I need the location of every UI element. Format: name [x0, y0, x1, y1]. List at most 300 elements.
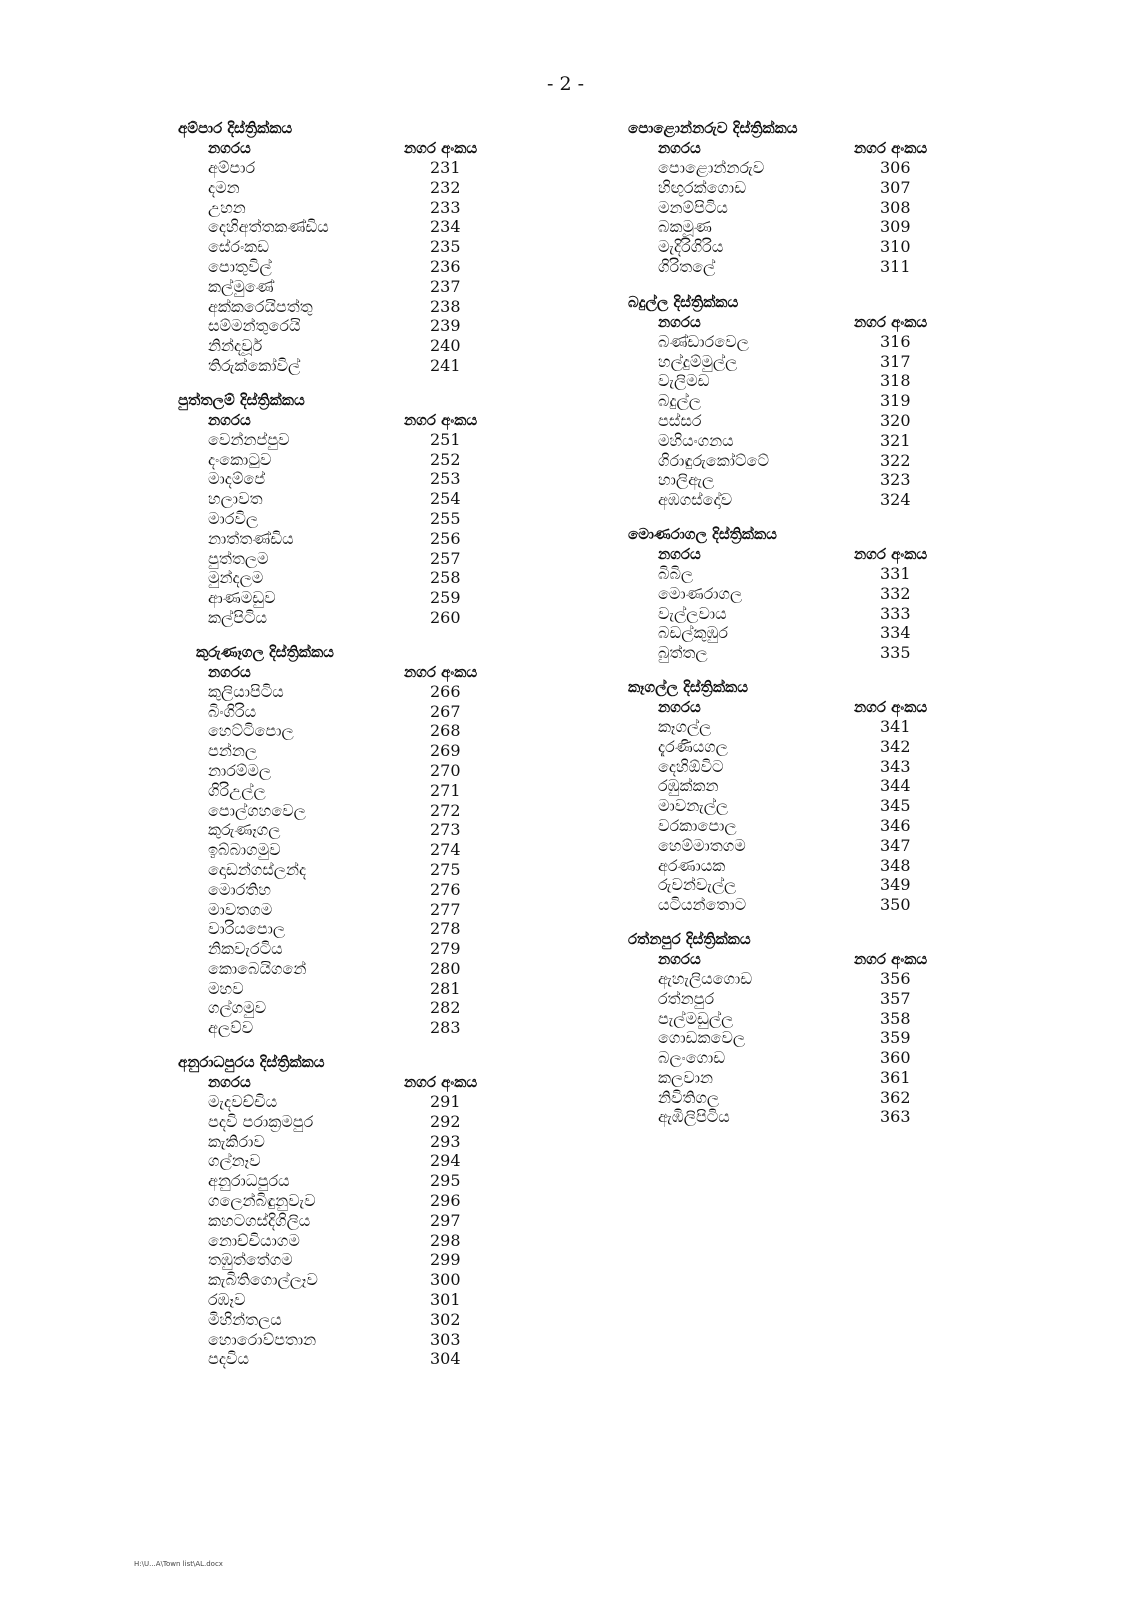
town-row [628, 1088, 988, 1108]
district-title: කෑගල්ල දිස්ත්‍රික්කය [628, 677, 748, 696]
town-row [178, 430, 538, 450]
town-row [178, 237, 538, 257]
town-row [178, 900, 538, 920]
town-row [628, 257, 988, 277]
town-row [628, 989, 988, 1009]
town-code: 350 [880, 895, 911, 915]
town-name: කැකිරාව [208, 1131, 265, 1151]
town-row [628, 1009, 988, 1029]
town-row [178, 1191, 538, 1211]
town-code: 235 [430, 237, 461, 257]
town-name: කල්පිටිය [208, 607, 268, 627]
town-row [628, 757, 988, 777]
town-row [178, 1290, 538, 1310]
town-code: 298 [430, 1230, 461, 1250]
town-code: 318 [880, 371, 911, 391]
column-header-row [628, 697, 988, 717]
district-section [178, 118, 538, 376]
town-row [178, 919, 538, 939]
code-column-header: නගර අංකය [404, 662, 478, 681]
town-name: කලවාන [658, 1067, 713, 1087]
town-row [178, 568, 538, 588]
district-section [628, 292, 988, 510]
town-code: 278 [430, 919, 461, 939]
town-code: 254 [430, 489, 461, 509]
town-code: 343 [880, 756, 911, 776]
town-name: අඹගස්දෝව [658, 490, 733, 510]
town-name: හල්දුම්මුල්ල [658, 351, 738, 371]
code-column-header: නගර අංකය [854, 697, 928, 716]
column-header-row [178, 410, 538, 430]
town-name: හලාවත [208, 489, 263, 509]
town-row [628, 237, 988, 257]
town-code: 239 [430, 316, 461, 336]
town-name: අක්කරෙයිපත්තු [208, 296, 313, 316]
town-code: 300 [430, 1270, 461, 1290]
town-name: ගිරාඳුරුකෝට්ටේ [658, 450, 769, 470]
town-name: නොච්චියාගම [208, 1230, 300, 1250]
town-code: 234 [430, 217, 461, 237]
town-row [628, 1048, 988, 1068]
town-code: 309 [880, 217, 911, 237]
town-name: කුලියාපිටිය [208, 681, 284, 701]
town-row [628, 895, 988, 915]
town-code: 294 [430, 1151, 461, 1171]
town-name: නිවිතිගල [658, 1087, 720, 1107]
town-code: 268 [430, 721, 461, 741]
town-code: 271 [430, 780, 461, 800]
town-name: මාරවිල [208, 508, 259, 528]
town-row [628, 490, 988, 510]
town-name: ඇහැලියගොඩ [658, 968, 753, 988]
town-code: 362 [880, 1087, 911, 1107]
town-name: ගිරිඋල්ල [208, 780, 266, 800]
town-row [178, 1231, 538, 1251]
town-code: 304 [430, 1349, 461, 1369]
town-row [628, 584, 988, 604]
town-row [178, 761, 538, 781]
town-name: රත්නපුර [658, 988, 715, 1008]
district-title: අම්පාර දිස්ත්‍රික්කය [178, 119, 293, 137]
town-code: 348 [880, 855, 911, 875]
district-title: පොළොන්නරුව දිස්ත්‍රික්කය [628, 119, 798, 137]
town-name: සම්මන්තුරෙයි [208, 316, 301, 336]
town-name: වැලිමඩ [658, 371, 710, 391]
town-code: 341 [880, 716, 911, 736]
town-row [178, 781, 538, 801]
town-code: 306 [880, 158, 911, 177]
town-name: පැල්මඩුල්ල [658, 1008, 734, 1028]
column-header-row [178, 138, 538, 158]
town-code: 323 [880, 470, 911, 490]
district-title: බදුල්ල දිස්ත්‍රික්කය [628, 292, 739, 311]
column-header-row [178, 662, 538, 682]
town-name: කහටගස්දිගිලිය [208, 1210, 311, 1230]
town-name: නින්දවූර් [208, 336, 263, 356]
town-code: 310 [880, 237, 911, 257]
town-name: හොරොව්පතාන [208, 1329, 317, 1349]
town-row [178, 217, 538, 237]
town-code: 302 [430, 1309, 461, 1329]
town-code: 324 [880, 490, 911, 510]
town-code: 344 [880, 776, 911, 796]
town-code: 292 [430, 1111, 461, 1131]
town-code: 295 [430, 1171, 461, 1191]
town-row [628, 198, 988, 218]
town-code: 321 [880, 430, 911, 450]
town-row [178, 529, 538, 549]
district-section [178, 390, 538, 628]
town-row [628, 737, 988, 757]
town-name: පස්සර [658, 410, 702, 430]
town-row [178, 198, 538, 218]
town-code: 233 [430, 197, 461, 217]
town-row [178, 1151, 538, 1171]
town-code: 319 [880, 391, 911, 411]
town-name: ගොඩකවෙල [658, 1028, 746, 1048]
town-name: වෙන්නප්පුව [208, 429, 290, 449]
town-code: 360 [880, 1048, 911, 1068]
town-name: දෙහිඕවිට [658, 756, 724, 776]
town-name: රුවන්වැල්ල [658, 875, 737, 895]
town-name: දංකොටුව [208, 449, 272, 469]
town-code: 346 [880, 815, 911, 835]
town-name: යටියන්තොට [658, 895, 747, 915]
town-name: බුත්තල [658, 643, 708, 663]
town-code: 260 [430, 607, 461, 627]
town-code: 322 [880, 450, 911, 470]
code-column-header: නගර අංකය [854, 139, 928, 157]
town-name: ගලෙන්බිඳුනුවැව [208, 1191, 316, 1211]
town-column-header: නගරය [658, 697, 701, 716]
town-name: බදුල්ල [658, 391, 701, 411]
town-row [628, 470, 988, 490]
town-name: මාවතගම [208, 899, 273, 919]
town-code: 251 [430, 429, 461, 449]
town-column-header: නගරය [658, 544, 701, 563]
town-code: 359 [880, 1028, 911, 1048]
town-row [178, 450, 538, 470]
town-row [178, 702, 538, 722]
town-code: 335 [880, 643, 911, 663]
district-title: මොණරාගල දිස්ත්‍රික්කය [628, 524, 777, 543]
left-column [178, 118, 538, 1369]
town-row [628, 431, 988, 451]
town-row [628, 1107, 988, 1127]
town-name: වරකාපොල [658, 815, 737, 835]
town-name: අම්පාර [208, 158, 256, 177]
town-code: 317 [880, 351, 911, 371]
column-header-row [178, 1072, 538, 1092]
town-code: 331 [880, 563, 911, 583]
town-row [178, 549, 538, 569]
town-row [628, 564, 988, 584]
town-code: 231 [430, 158, 461, 177]
town-name: කොබෙයිගනේ [208, 958, 307, 978]
town-code: 269 [430, 741, 461, 761]
town-name: කෑගල්ල [658, 716, 712, 736]
town-code: 232 [430, 177, 461, 197]
town-name: පන්නල [208, 741, 258, 761]
town-code: 252 [430, 449, 461, 469]
town-row [178, 356, 538, 376]
town-row [178, 158, 538, 178]
town-code: 320 [880, 410, 911, 430]
town-row [178, 1112, 538, 1132]
town-code: 296 [430, 1191, 461, 1211]
town-row [628, 451, 988, 471]
town-name: මාවනැල්ල [658, 796, 729, 816]
town-row [628, 158, 988, 178]
town-row [628, 371, 988, 391]
town-row [178, 178, 538, 198]
town-row [628, 217, 988, 237]
town-name: පුත්තලම [208, 548, 269, 568]
town-name: දොඩන්ගස්ලන්ද [208, 859, 307, 879]
town-row [628, 643, 988, 663]
town-name: මොරතිහ [208, 879, 271, 899]
town-column-header: නගරය [208, 410, 251, 429]
town-row [178, 880, 538, 900]
town-name: අරණායක [658, 855, 726, 875]
town-code: 293 [430, 1131, 461, 1151]
town-name: බිංගිරිය [208, 701, 257, 721]
town-row [178, 979, 538, 999]
town-row [178, 316, 538, 336]
town-row [178, 588, 538, 608]
town-code: 256 [430, 528, 461, 548]
town-name: තිරුක්කෝවිල් [208, 355, 301, 375]
town-code: 301 [430, 1290, 461, 1310]
footer-file-path: H:\U...A\Town list\AL.docx [134, 1560, 223, 1568]
code-column-header: නගර අංකය [404, 410, 478, 429]
town-code: 267 [430, 701, 461, 721]
town-row [628, 178, 988, 198]
district-title: රත්නපුර දිස්ත්‍රික්කය [628, 929, 751, 948]
town-name: හාලිඇල [658, 470, 715, 490]
town-row [178, 257, 538, 277]
town-name: රඹුක්කන [658, 776, 719, 796]
town-code: 281 [430, 978, 461, 998]
town-code: 357 [880, 988, 911, 1008]
town-code: 272 [430, 800, 461, 820]
town-name: මැදිරිගිරිය [658, 237, 724, 257]
column-header-row [628, 544, 988, 564]
town-row [628, 352, 988, 372]
town-row [178, 1092, 538, 1112]
town-code: 358 [880, 1008, 911, 1028]
town-name: පදවි පරාක්‍රමපුර [208, 1111, 314, 1131]
town-row [628, 796, 988, 816]
town-name: නිකවැරටිය [208, 939, 283, 959]
town-row [178, 509, 538, 529]
town-code: 257 [430, 548, 461, 568]
town-name: මාදම්පේ [208, 469, 266, 489]
town-row [178, 297, 538, 317]
town-name: උහන [208, 197, 246, 217]
town-name: හිඟුරක්ගොඩ [658, 177, 747, 197]
town-row [628, 875, 988, 895]
town-name: බලංගොඩ [658, 1048, 726, 1068]
code-column-header: නගර අංකය [854, 312, 928, 331]
town-name: පදවිය [208, 1349, 249, 1369]
town-code: 363 [880, 1107, 911, 1127]
town-row [628, 332, 988, 352]
town-name: අලව්ව [208, 1018, 254, 1038]
town-code: 307 [880, 177, 911, 197]
town-code: 299 [430, 1250, 461, 1270]
town-name: ගල්නෑව [208, 1151, 261, 1171]
column-header-row [628, 949, 988, 969]
town-name: කැබිතිගොල්ලෑව [208, 1270, 318, 1290]
town-name: දෙහිඅත්තකණ්ඩිය [208, 217, 329, 237]
town-code: 236 [430, 256, 461, 276]
town-name: තඹුත්තේගම [208, 1250, 293, 1270]
town-code: 333 [880, 603, 911, 623]
town-code: 291 [430, 1092, 461, 1112]
district-section [628, 118, 988, 277]
town-name: නාත්තණ්ඩිය [208, 528, 294, 548]
town-code: 349 [880, 875, 911, 895]
town-name: මොණරාගල [658, 583, 743, 603]
town-row [628, 1068, 988, 1088]
town-row [628, 856, 988, 876]
code-column-header: නගර අංකය [404, 1073, 478, 1092]
town-row [628, 1028, 988, 1048]
town-row [178, 959, 538, 979]
town-code: 332 [880, 583, 911, 603]
town-row [628, 411, 988, 431]
town-row [628, 391, 988, 411]
town-column-header: නගරය [208, 139, 251, 157]
town-row [178, 801, 538, 821]
town-name: රඹෑව [208, 1290, 246, 1310]
district-section [628, 524, 988, 663]
town-code: 279 [430, 939, 461, 959]
town-name: පොතුවිල් [208, 256, 272, 276]
town-name: මහව [208, 978, 244, 998]
town-name: කල්මුණේ [208, 276, 274, 296]
town-code: 275 [430, 859, 461, 879]
town-name: බිබිල [658, 563, 694, 583]
town-code: 311 [880, 256, 911, 276]
district-section [178, 642, 538, 1038]
town-code: 280 [430, 958, 461, 978]
town-name: කුරුණෑගල [208, 820, 281, 840]
town-code: 347 [880, 835, 911, 855]
town-name: ගිරිතලේ [658, 256, 716, 276]
town-name: මුන්දලම [208, 568, 264, 588]
town-column-header: නගරය [208, 662, 251, 681]
town-row [178, 1250, 538, 1270]
town-name: සේරංකඩ [208, 237, 269, 257]
town-name: මිහින්තලය [208, 1309, 282, 1329]
town-column-header: නගරය [658, 949, 701, 968]
town-code: 303 [430, 1329, 461, 1349]
town-code: 277 [430, 899, 461, 919]
town-name: බකමූණ [658, 217, 712, 237]
town-code: 240 [430, 336, 461, 356]
town-row [178, 721, 538, 741]
town-row [628, 969, 988, 989]
town-code: 255 [430, 508, 461, 528]
town-code: 276 [430, 879, 461, 899]
town-name: මැදවච්චිය [208, 1092, 278, 1112]
code-column-header: නගර අංකය [854, 544, 928, 563]
town-row [628, 623, 988, 643]
column-header-row [628, 138, 988, 158]
town-row [628, 604, 988, 624]
town-row [178, 1132, 538, 1152]
code-column-header: නගර අංකය [854, 949, 928, 968]
town-code: 241 [430, 355, 461, 375]
district-section [628, 677, 988, 915]
town-name: මහියංගනය [658, 430, 734, 450]
town-code: 253 [430, 469, 461, 489]
town-code: 356 [880, 968, 911, 988]
right-column [628, 118, 988, 1127]
district-section [628, 929, 988, 1127]
town-code: 283 [430, 1018, 461, 1038]
town-code: 266 [430, 681, 461, 701]
town-row [628, 836, 988, 856]
town-code: 361 [880, 1067, 911, 1087]
town-column-header: නගරය [208, 1073, 251, 1092]
town-row [178, 336, 538, 356]
town-row [178, 1270, 538, 1290]
town-code: 345 [880, 796, 911, 816]
town-name: අනුරාධපුරය [208, 1171, 290, 1191]
town-row [178, 820, 538, 840]
town-code: 270 [430, 760, 461, 780]
town-row [628, 816, 988, 836]
town-row [178, 682, 538, 702]
town-code: 342 [880, 736, 911, 756]
page-number: - 2 - [546, 73, 584, 95]
town-code: 316 [880, 331, 911, 351]
town-name: ඇඹිලිපිටිය [658, 1107, 730, 1127]
town-code: 238 [430, 296, 461, 316]
town-code: 297 [430, 1210, 461, 1230]
town-row [178, 1211, 538, 1231]
district-title: පුත්තලම් දිස්ත්‍රික්කය [178, 390, 305, 409]
town-name: හෙම්මාතගම [658, 835, 746, 855]
town-name: ආණමඩුව [208, 588, 276, 608]
town-column-header: නගරය [658, 312, 701, 331]
town-row [178, 1330, 538, 1350]
town-code: 258 [430, 568, 461, 588]
town-code: 259 [430, 588, 461, 608]
town-code: 308 [880, 197, 911, 217]
town-code: 334 [880, 623, 911, 643]
town-row [178, 608, 538, 628]
town-row [178, 1018, 538, 1038]
town-name: මනම්පිටිය [658, 197, 728, 217]
town-name: ගල්ගමුව [208, 998, 267, 1018]
town-row [178, 1349, 538, 1369]
town-name: බඩල්කුඹුර [658, 623, 729, 643]
town-row [178, 840, 538, 860]
town-name: බණ්ඩාරවෙල [658, 331, 749, 351]
town-row [628, 717, 988, 737]
code-column-header: නගර අංකය [404, 139, 478, 157]
town-code: 273 [430, 820, 461, 840]
town-name: ඉබ්බාගමුව [208, 840, 281, 860]
town-name: හෙට්ටිපොල [208, 721, 294, 741]
district-title: අනුරාධපුරය දිස්ත්‍රික්කය [178, 1053, 325, 1072]
town-row [178, 277, 538, 297]
town-name: නාරම්මල [208, 760, 272, 780]
